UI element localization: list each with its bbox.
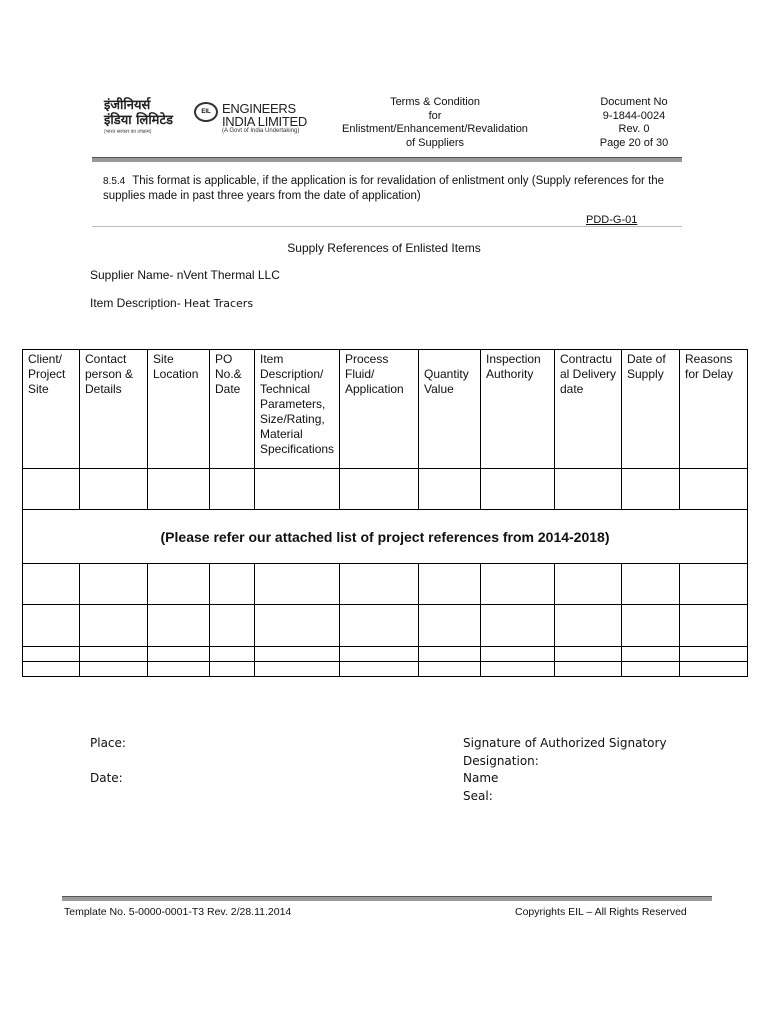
table-cell[interactable] [255,647,340,662]
table-cell[interactable] [255,469,340,510]
seal-label: Seal: [463,788,493,803]
logo-name-line-1: ENGINEERS [222,101,296,116]
document-title-block [330,96,540,150]
doc-number: 9-1844-0024 [602,109,666,122]
logo-hindi-line-1: इंजीनियर्स [104,98,151,113]
template-number: Template No. 5-0000-0001-T3 Rev. 2/28.11.2014 [64,906,292,918]
table-cell[interactable] [481,662,555,677]
table-cell[interactable] [255,662,340,677]
table-cell[interactable] [255,605,340,647]
table-cell[interactable] [622,564,680,605]
table-cell[interactable] [80,662,148,677]
place-label: Place: [90,736,126,750]
terms-line-1: Terms & Condition [390,96,480,108]
terms-line-3: Enlistment/Enhancement/Revalidation [342,123,528,135]
table-cell[interactable] [555,605,622,647]
table-cell[interactable] [481,564,555,605]
table-cell[interactable] [419,662,481,677]
project-references-note: (Please refer our attached list of project references from 2014-2018) [23,510,748,564]
table-cell[interactable] [210,647,255,662]
column-header: Quantity Value [419,350,481,469]
table-cell[interactable] [481,605,555,647]
table-cell[interactable] [340,564,419,605]
table-cell[interactable] [23,564,80,605]
table-row [23,564,748,605]
table-cell[interactable] [148,605,210,647]
place-date-block [90,736,126,789]
table-row [23,647,748,662]
table-cell[interactable] [210,469,255,510]
supplier-name-value: nVent Thermal LLC [176,268,280,282]
table-cell[interactable] [255,564,340,605]
table-cell[interactable] [555,564,622,605]
designation-label: Designation: [463,753,539,768]
logo-hindi-line-2: इंडिया लिमिटेड [104,113,173,128]
table-cell[interactable] [23,469,80,510]
doc-number-label: Document No [600,96,668,108]
note-text: This format is applicable, if the application is for revalidation of enlistment only (Supply references for the supplies made in past three years from the date of application) [103,175,665,202]
signatory-block [463,736,667,806]
table-cell[interactable] [148,564,210,605]
column-header: Item Description/ Technical Parameters, Size/Rating, Material Specifications [255,350,340,469]
document-info-block [586,96,682,150]
table-cell[interactable] [148,469,210,510]
table-cell[interactable] [680,564,748,605]
table-cell[interactable] [210,564,255,605]
table-cell[interactable] [419,605,481,647]
item-description-value: Heat Tracers [184,297,254,310]
table-cell[interactable] [555,469,622,510]
item-description-label: Item Description- [90,296,185,310]
logo-company-name [222,102,307,128]
table-cell[interactable] [23,662,80,677]
table-cell[interactable] [340,662,419,677]
table-cell[interactable] [80,564,148,605]
table-cell[interactable] [23,647,80,662]
table-row [23,469,748,510]
table-cell[interactable] [340,647,419,662]
doc-page: Page 20 of 30 [599,136,669,149]
table-cell[interactable] [340,605,419,647]
spacer [90,754,126,772]
name-label: Name [463,771,499,785]
supplier-name-label: Supplier Name- [90,268,177,282]
signature-label: Signature of Authorized Signatory [463,736,667,750]
table-cell[interactable] [148,662,210,677]
doc-revision: Rev. 0 [618,123,650,135]
table-row [23,662,748,677]
column-header: Reasons for Delay [680,350,748,469]
logo-name-line-2: INDIA LIMITED [222,114,307,129]
item-description-line [90,296,253,310]
applicability-note [103,174,683,203]
table-cell[interactable] [680,469,748,510]
header-divider [92,157,682,162]
logo-hindi-text [104,98,173,128]
note-divider [92,226,682,227]
logo-hindi-subtitle: (भारत सरकार का उपक्रम) [104,129,152,135]
table-note-row [23,510,748,564]
date-label: Date: [90,771,123,785]
table-cell[interactable] [419,647,481,662]
table-cell[interactable] [622,647,680,662]
table-cell[interactable] [622,605,680,647]
supplier-name-line [90,268,280,282]
table-cell[interactable] [680,662,748,677]
terms-line-4: of Suppliers [405,136,465,149]
table-cell[interactable] [80,605,148,647]
table-cell[interactable] [80,469,148,510]
column-header: Inspection Authority [481,350,555,469]
footer-divider [62,896,712,901]
table-cell[interactable] [210,662,255,677]
copyright-notice: Copyrights EIL – All Rights Reserved [515,906,687,918]
table-cell[interactable] [680,647,748,662]
note-number: 8.5.4 [103,176,126,187]
table-cell[interactable] [622,662,680,677]
table-cell[interactable] [210,605,255,647]
eil-emblem-icon: EIL [194,102,218,122]
column-header: Date of Supply [622,350,680,469]
form-title: Supply References of Enlisted Items [287,241,481,255]
table-cell[interactable] [419,469,481,510]
table-cell[interactable] [419,564,481,605]
table-cell[interactable] [481,647,555,662]
column-header: PO No.& Date [210,350,255,469]
column-header: Client/ Project Site [23,350,80,469]
terms-line-2: for [428,109,442,122]
column-header: Site Location [148,350,210,469]
eil-logo [104,98,310,136]
column-header: Contact person & Details [80,350,148,469]
table-cell[interactable] [555,647,622,662]
table-cell[interactable] [80,647,148,662]
form-code: PDD-G-01 [586,214,638,226]
column-header: Process Fluid/ Application [340,350,419,469]
table-cell[interactable] [555,662,622,677]
supply-references-table [22,349,748,677]
table-cell[interactable] [23,605,80,647]
logo-subtitle: (A Govt of India Undertaking) [222,128,300,134]
table-cell[interactable] [148,647,210,662]
column-header: Contractual Delivery date [555,350,622,469]
table-cell[interactable] [622,469,680,510]
table-row [23,605,748,647]
table-cell[interactable] [680,605,748,647]
table-cell[interactable] [481,469,555,510]
table-cell[interactable] [340,469,419,510]
table-header-row [23,350,748,469]
